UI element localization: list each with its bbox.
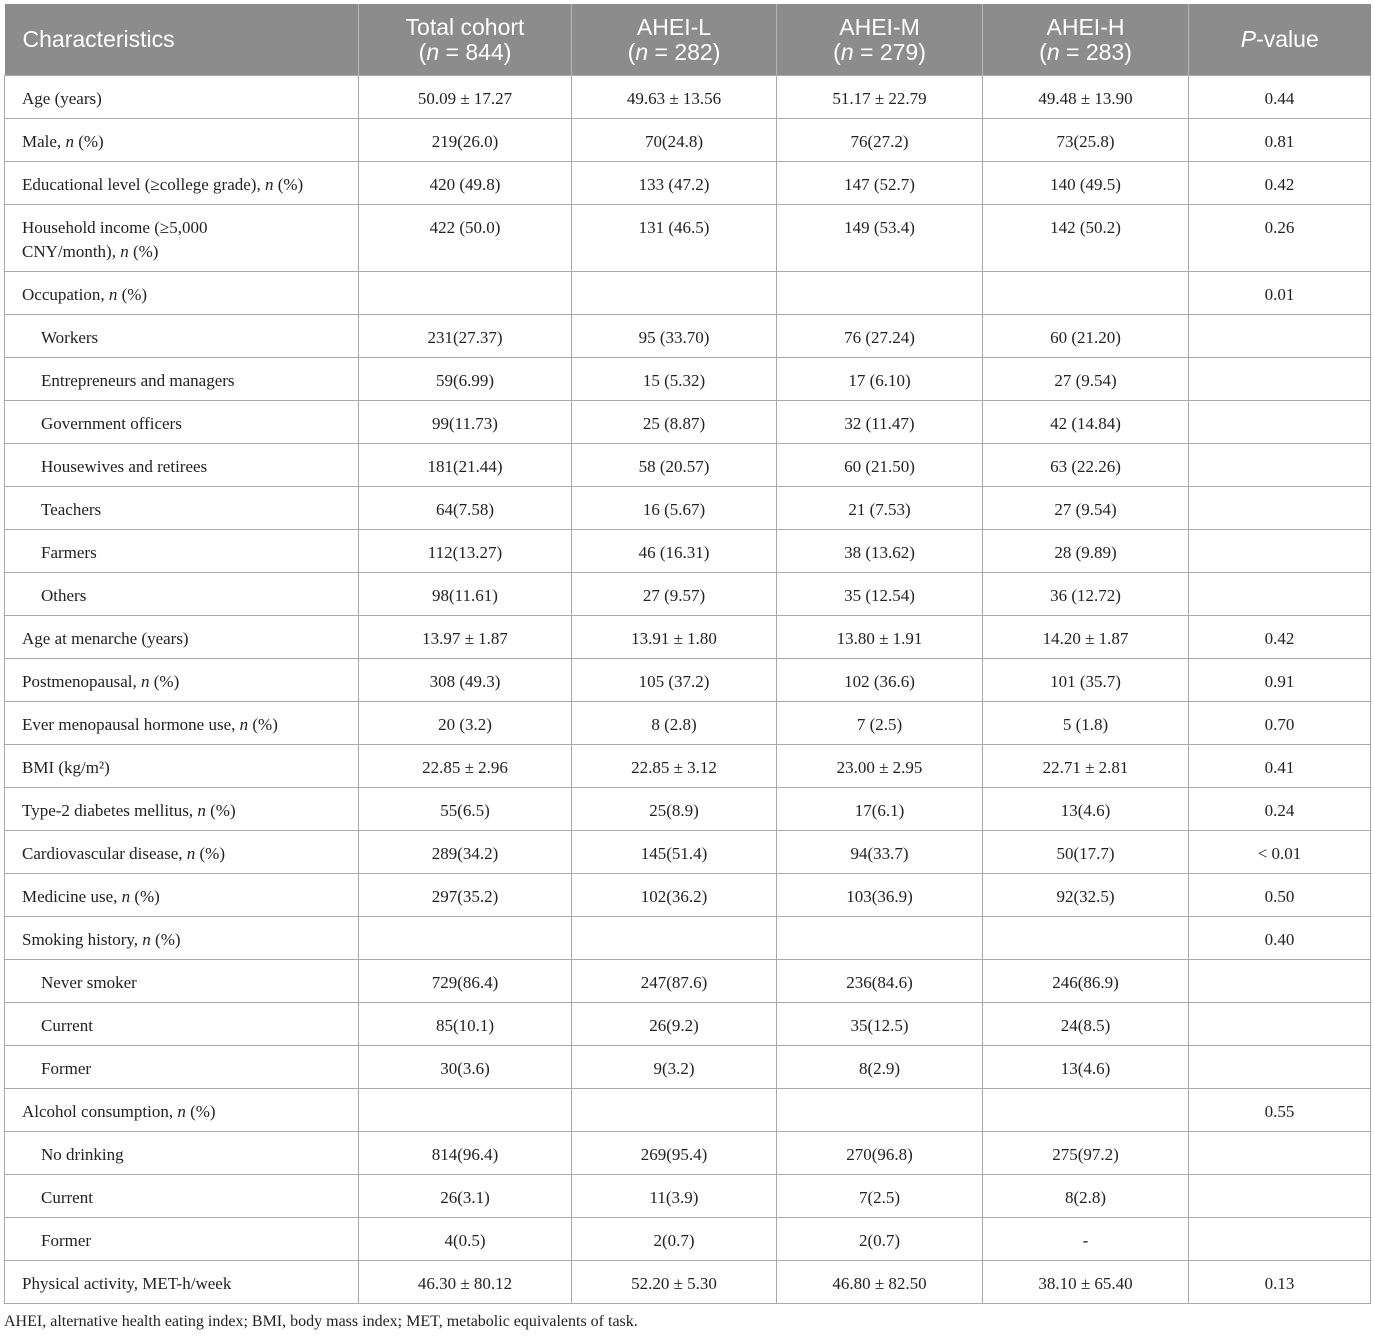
table-row bbox=[5, 745, 1371, 788]
cell-p bbox=[1189, 1175, 1371, 1218]
cell-h: 36 (12.72) bbox=[983, 573, 1189, 616]
table-row bbox=[5, 1089, 1371, 1132]
table-row bbox=[5, 76, 1371, 119]
cell-total: 289(34.2) bbox=[359, 831, 572, 874]
cell-l: 22.85 ± 3.12 bbox=[572, 745, 777, 788]
cell-h: 49.48 ± 13.90 bbox=[983, 76, 1189, 119]
row-label: Ever menopausal hormone use, n (%) bbox=[5, 702, 359, 745]
cell-h: 142 (50.2) bbox=[983, 205, 1189, 272]
row-label: No drinking bbox=[5, 1132, 359, 1175]
cell-m: 21 (7.53) bbox=[777, 487, 983, 530]
cell-l: 131 (46.5) bbox=[572, 205, 777, 272]
cell-p: 0.40 bbox=[1189, 917, 1371, 960]
cell-h: 101 (35.7) bbox=[983, 659, 1189, 702]
cell-l: 16 (5.67) bbox=[572, 487, 777, 530]
cell-l: 26(9.2) bbox=[572, 1003, 777, 1046]
cell-l: 2(0.7) bbox=[572, 1218, 777, 1261]
row-label: Workers bbox=[5, 315, 359, 358]
cell-l bbox=[572, 1089, 777, 1132]
cell-total: 85(10.1) bbox=[359, 1003, 572, 1046]
row-label-line1: Household income (≥5,000 bbox=[22, 218, 208, 237]
row-label: BMI (kg/m²) bbox=[5, 745, 359, 788]
table-row bbox=[5, 162, 1371, 205]
cell-m: 23.00 ± 2.95 bbox=[777, 745, 983, 788]
cell-l: 105 (37.2) bbox=[572, 659, 777, 702]
cell-l: 269(95.4) bbox=[572, 1132, 777, 1175]
cell-l: 11(3.9) bbox=[572, 1175, 777, 1218]
cell-h: 50(17.7) bbox=[983, 831, 1189, 874]
row-label: Entrepreneurs and managers bbox=[5, 358, 359, 401]
cell-m: 7 (2.5) bbox=[777, 702, 983, 745]
table-row bbox=[5, 960, 1371, 1003]
cell-m: 17 (6.10) bbox=[777, 358, 983, 401]
header-m-n: (n = 279) bbox=[833, 38, 926, 65]
cell-m: 38 (13.62) bbox=[777, 530, 983, 573]
cell-h: 275(97.2) bbox=[983, 1132, 1189, 1175]
header-total-name: Total cohort bbox=[405, 13, 525, 40]
cell-p bbox=[1189, 573, 1371, 616]
table-row bbox=[5, 1218, 1371, 1261]
cell-m bbox=[777, 917, 983, 960]
cell-total: 50.09 ± 17.27 bbox=[359, 76, 572, 119]
table-row bbox=[5, 616, 1371, 659]
cell-p bbox=[1189, 487, 1371, 530]
table-row bbox=[5, 315, 1371, 358]
header-total-n: (n = 844) bbox=[418, 38, 512, 65]
cell-l: 95 (33.70) bbox=[572, 315, 777, 358]
header-p-rest: -value bbox=[1256, 26, 1319, 52]
cell-total: 181(21.44) bbox=[359, 444, 572, 487]
table-row bbox=[5, 1003, 1371, 1046]
row-label: Housewives and retirees bbox=[5, 444, 359, 487]
header-h-n: (n = 283) bbox=[1039, 38, 1132, 65]
table-row bbox=[5, 659, 1371, 702]
cell-l: 27 (9.57) bbox=[572, 573, 777, 616]
header-total-cohort bbox=[359, 4, 572, 76]
cell-h: 28 (9.89) bbox=[983, 530, 1189, 573]
table-row bbox=[5, 444, 1371, 487]
cell-p bbox=[1189, 1218, 1371, 1261]
row-label bbox=[5, 205, 359, 272]
row-label: Cardiovascular disease, n (%) bbox=[5, 831, 359, 874]
cell-l: 102(36.2) bbox=[572, 874, 777, 917]
cell-total: 98(11.61) bbox=[359, 573, 572, 616]
cell-p: 0.42 bbox=[1189, 162, 1371, 205]
cell-m: 149 (53.4) bbox=[777, 205, 983, 272]
cell-h: - bbox=[983, 1218, 1189, 1261]
cell-l: 58 (20.57) bbox=[572, 444, 777, 487]
cell-total: 297(35.2) bbox=[359, 874, 572, 917]
row-label: Current bbox=[5, 1175, 359, 1218]
cell-total: 22.85 ± 2.96 bbox=[359, 745, 572, 788]
header-l-name: AHEI-L bbox=[636, 13, 712, 40]
cell-m: 13.80 ± 1.91 bbox=[777, 616, 983, 659]
cell-h: 13(4.6) bbox=[983, 788, 1189, 831]
cell-m: 2(0.7) bbox=[777, 1218, 983, 1261]
header-l-n: (n = 282) bbox=[627, 38, 721, 65]
table-row bbox=[5, 272, 1371, 315]
cell-m bbox=[777, 1089, 983, 1132]
cell-total: 46.30 ± 80.12 bbox=[359, 1261, 572, 1304]
table-row bbox=[5, 1261, 1371, 1304]
row-label: Never smoker bbox=[5, 960, 359, 1003]
cell-m: 236(84.6) bbox=[777, 960, 983, 1003]
cell-h: 140 (49.5) bbox=[983, 162, 1189, 205]
row-label: Male, n (%) bbox=[5, 119, 359, 162]
cell-l: 9(3.2) bbox=[572, 1046, 777, 1089]
cell-l: 13.91 ± 1.80 bbox=[572, 616, 777, 659]
cell-total: 13.97 ± 1.87 bbox=[359, 616, 572, 659]
cell-m: 102 (36.6) bbox=[777, 659, 983, 702]
cell-p: 0.44 bbox=[1189, 76, 1371, 119]
cell-m: 147 (52.7) bbox=[777, 162, 983, 205]
cell-total bbox=[359, 1089, 572, 1132]
cell-h: 8(2.8) bbox=[983, 1175, 1189, 1218]
table-row bbox=[5, 119, 1371, 162]
header-p-value bbox=[1189, 4, 1371, 76]
cell-h bbox=[983, 1089, 1189, 1132]
cell-l: 133 (47.2) bbox=[572, 162, 777, 205]
row-label: Age at menarche (years) bbox=[5, 616, 359, 659]
row-label: Alcohol consumption, n (%) bbox=[5, 1089, 359, 1132]
table-row bbox=[5, 874, 1371, 917]
row-label: Government officers bbox=[5, 401, 359, 444]
cell-m: 76(27.2) bbox=[777, 119, 983, 162]
cell-total: 55(6.5) bbox=[359, 788, 572, 831]
cell-m bbox=[777, 272, 983, 315]
cell-p: 0.55 bbox=[1189, 1089, 1371, 1132]
cell-m: 51.17 ± 22.79 bbox=[777, 76, 983, 119]
cell-l: 49.63 ± 13.56 bbox=[572, 76, 777, 119]
cell-h: 73(25.8) bbox=[983, 119, 1189, 162]
cell-l: 70(24.8) bbox=[572, 119, 777, 162]
cell-m: 8(2.9) bbox=[777, 1046, 983, 1089]
cell-h: 42 (14.84) bbox=[983, 401, 1189, 444]
row-label: Former bbox=[5, 1046, 359, 1089]
cell-p bbox=[1189, 401, 1371, 444]
cell-p bbox=[1189, 315, 1371, 358]
cell-h: 22.71 ± 2.81 bbox=[983, 745, 1189, 788]
cell-total: 729(86.4) bbox=[359, 960, 572, 1003]
table-row bbox=[5, 487, 1371, 530]
cell-l: 15 (5.32) bbox=[572, 358, 777, 401]
cell-m: 60 (21.50) bbox=[777, 444, 983, 487]
cell-m: 32 (11.47) bbox=[777, 401, 983, 444]
characteristics-table bbox=[4, 4, 1371, 1304]
table-row bbox=[5, 1132, 1371, 1175]
row-label: Type-2 diabetes mellitus, n (%) bbox=[5, 788, 359, 831]
cell-m: 103(36.9) bbox=[777, 874, 983, 917]
cell-h: 92(32.5) bbox=[983, 874, 1189, 917]
cell-h: 13(4.6) bbox=[983, 1046, 1189, 1089]
cell-p: 0.81 bbox=[1189, 119, 1371, 162]
cell-l: 52.20 ± 5.30 bbox=[572, 1261, 777, 1304]
cell-p: 0.13 bbox=[1189, 1261, 1371, 1304]
cell-total: 814(96.4) bbox=[359, 1132, 572, 1175]
cell-l: 25(8.9) bbox=[572, 788, 777, 831]
table-container bbox=[4, 4, 1370, 1304]
cell-total: 231(27.37) bbox=[359, 315, 572, 358]
cell-l: 8 (2.8) bbox=[572, 702, 777, 745]
header-h-name: AHEI-H bbox=[1046, 13, 1125, 40]
row-label: Farmers bbox=[5, 530, 359, 573]
row-label: Postmenopausal, n (%) bbox=[5, 659, 359, 702]
row-label: Age (years) bbox=[5, 76, 359, 119]
cell-p bbox=[1189, 1132, 1371, 1175]
table-row bbox=[5, 530, 1371, 573]
table-footnote: AHEI, alternative health eating index; BMI, body mass index; MET, metabolic equivalents of task. bbox=[4, 1313, 638, 1330]
cell-total: 420 (49.8) bbox=[359, 162, 572, 205]
header-ahei-h bbox=[983, 4, 1189, 76]
table-row bbox=[5, 358, 1371, 401]
table-row bbox=[5, 702, 1371, 745]
cell-m: 35(12.5) bbox=[777, 1003, 983, 1046]
header-ahei-m bbox=[777, 4, 983, 76]
cell-total bbox=[359, 917, 572, 960]
cell-p: 0.24 bbox=[1189, 788, 1371, 831]
cell-total: 112(13.27) bbox=[359, 530, 572, 573]
table-row bbox=[5, 205, 1371, 272]
cell-h: 60 (21.20) bbox=[983, 315, 1189, 358]
cell-h: 27 (9.54) bbox=[983, 358, 1189, 401]
cell-m: 76 (27.24) bbox=[777, 315, 983, 358]
header-m-name: AHEI-M bbox=[839, 13, 920, 40]
cell-p bbox=[1189, 358, 1371, 401]
row-label: Former bbox=[5, 1218, 359, 1261]
cell-total: 64(7.58) bbox=[359, 487, 572, 530]
table-row bbox=[5, 1175, 1371, 1218]
cell-total: 26(3.1) bbox=[359, 1175, 572, 1218]
cell-m: 270(96.8) bbox=[777, 1132, 983, 1175]
cell-p: 0.70 bbox=[1189, 702, 1371, 745]
cell-total: 308 (49.3) bbox=[359, 659, 572, 702]
cell-p bbox=[1189, 530, 1371, 573]
cell-p: 0.01 bbox=[1189, 272, 1371, 315]
cell-p bbox=[1189, 1046, 1371, 1089]
table-row bbox=[5, 573, 1371, 616]
header-row bbox=[5, 4, 1371, 76]
cell-m: 35 (12.54) bbox=[777, 573, 983, 616]
header-characteristics: Characteristics bbox=[5, 4, 359, 76]
cell-h bbox=[983, 917, 1189, 960]
cell-h: 27 (9.54) bbox=[983, 487, 1189, 530]
row-label: Current bbox=[5, 1003, 359, 1046]
row-label: Teachers bbox=[5, 487, 359, 530]
cell-total: 30(3.6) bbox=[359, 1046, 572, 1089]
table-row bbox=[5, 401, 1371, 444]
cell-l bbox=[572, 917, 777, 960]
row-label: Others bbox=[5, 573, 359, 616]
cell-h: 63 (22.26) bbox=[983, 444, 1189, 487]
cell-p bbox=[1189, 1003, 1371, 1046]
cell-p: 0.42 bbox=[1189, 616, 1371, 659]
cell-h: 5 (1.8) bbox=[983, 702, 1189, 745]
cell-h: 246(86.9) bbox=[983, 960, 1189, 1003]
cell-p: < 0.01 bbox=[1189, 831, 1371, 874]
row-label-line2: CNY/month), n (%) bbox=[22, 242, 159, 261]
cell-total: 99(11.73) bbox=[359, 401, 572, 444]
cell-total: 422 (50.0) bbox=[359, 205, 572, 272]
row-label: Educational level (≥college grade), n (%) bbox=[5, 162, 359, 205]
cell-l: 46 (16.31) bbox=[572, 530, 777, 573]
cell-p: 0.41 bbox=[1189, 745, 1371, 788]
cell-h bbox=[983, 272, 1189, 315]
table-row bbox=[5, 917, 1371, 960]
cell-m: 94(33.7) bbox=[777, 831, 983, 874]
cell-h: 14.20 ± 1.87 bbox=[983, 616, 1189, 659]
cell-m: 46.80 ± 82.50 bbox=[777, 1261, 983, 1304]
cell-h: 24(8.5) bbox=[983, 1003, 1189, 1046]
cell-total: 4(0.5) bbox=[359, 1218, 572, 1261]
row-label: Physical activity, MET-h/week bbox=[5, 1261, 359, 1304]
cell-total: 20 (3.2) bbox=[359, 702, 572, 745]
cell-l bbox=[572, 272, 777, 315]
cell-p bbox=[1189, 444, 1371, 487]
cell-p bbox=[1189, 960, 1371, 1003]
cell-m: 7(2.5) bbox=[777, 1175, 983, 1218]
table-row bbox=[5, 831, 1371, 874]
cell-total: 219(26.0) bbox=[359, 119, 572, 162]
cell-l: 145(51.4) bbox=[572, 831, 777, 874]
cell-p: 0.26 bbox=[1189, 205, 1371, 272]
cell-l: 25 (8.87) bbox=[572, 401, 777, 444]
row-label: Occupation, n (%) bbox=[5, 272, 359, 315]
cell-total bbox=[359, 272, 572, 315]
cell-p: 0.91 bbox=[1189, 659, 1371, 702]
cell-m: 17(6.1) bbox=[777, 788, 983, 831]
row-label: Medicine use, n (%) bbox=[5, 874, 359, 917]
table-row bbox=[5, 1046, 1371, 1089]
table-row bbox=[5, 788, 1371, 831]
header-p-italic: P bbox=[1240, 26, 1257, 52]
cell-h: 38.10 ± 65.40 bbox=[983, 1261, 1189, 1304]
cell-total: 59(6.99) bbox=[359, 358, 572, 401]
cell-l: 247(87.6) bbox=[572, 960, 777, 1003]
row-label: Smoking history, n (%) bbox=[5, 917, 359, 960]
cell-p: 0.50 bbox=[1189, 874, 1371, 917]
header-ahei-l bbox=[572, 4, 777, 76]
